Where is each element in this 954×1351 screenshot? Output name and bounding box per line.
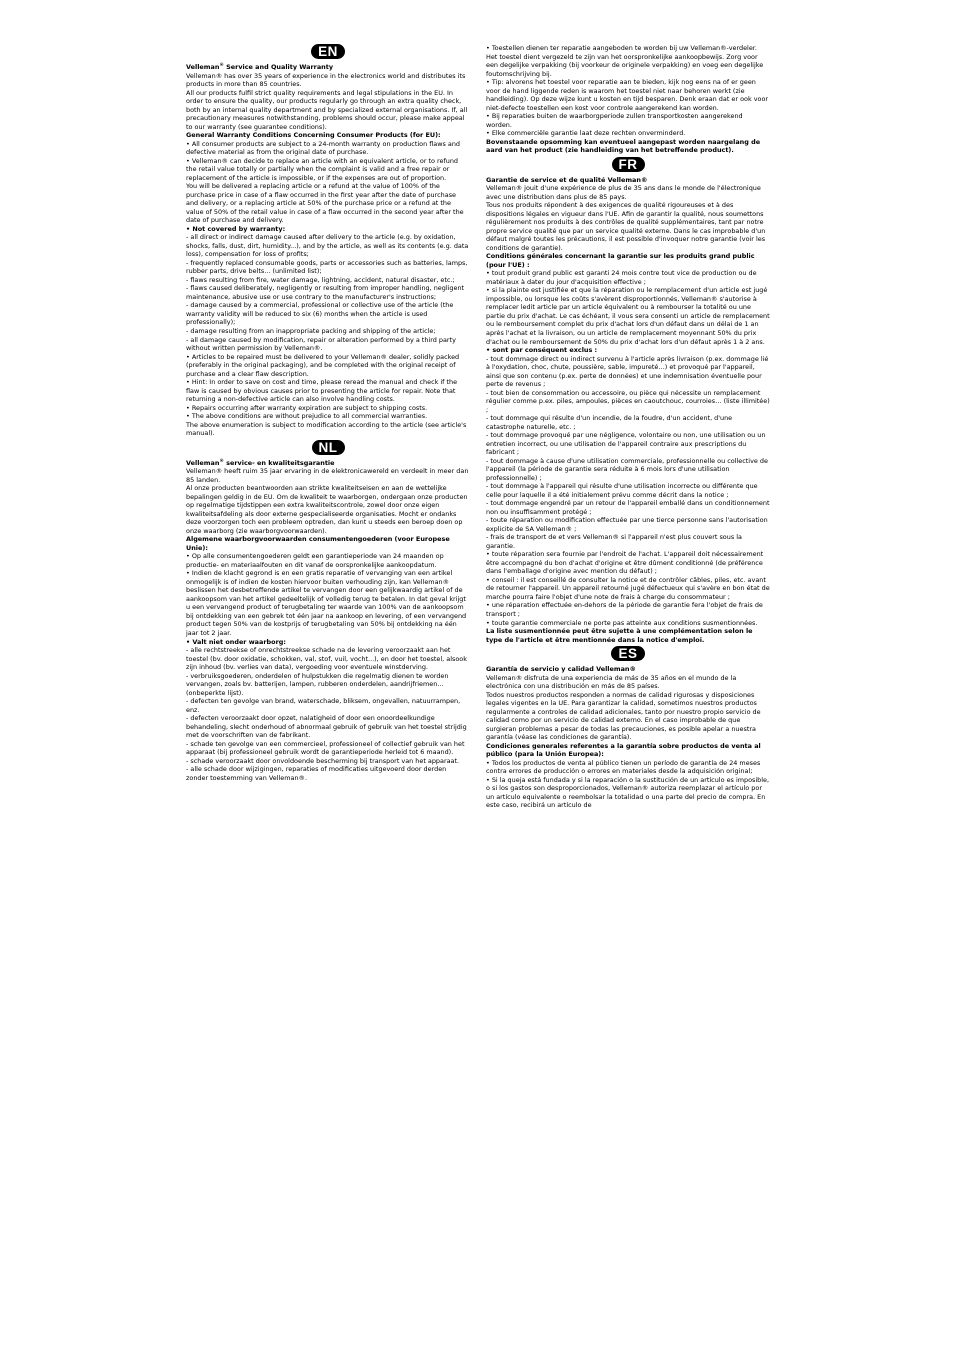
para: All our products fulfil strict quality requirements and legal stipulations in the EU. In order to ensure the quality, our products regularly go through an extra quality check, both by an internal quality department and by specialized external organisations. If, all precautionary measures notwithstanding, problems should occur, please make appeal to our warranty (see guarantee conditions). [186, 88, 468, 131]
para: • toute réparation sera fournie par l'endroit de l'achat. L'appareil doit nécessairement être accompagné du bon d'achat d'origine et être dûment conditionné (de préférence dans l'emballage d'origine avec mention du défaut) ; [486, 550, 764, 576]
title-rest-en: Service and Quality Warranty [223, 63, 334, 71]
para: • Velleman® can decide to replace an article with an equivalent article, or to refund the retail value totally or partially when the complaint is valid and a free repair or replacement of the article is impossible, or if the expenses are out of proportion. [186, 156, 459, 182]
subheading: Condiciones generales referentes a la garantía sobre productos de venta al público (para la Unión Europea): [486, 741, 761, 759]
para: - tout dommage provoqué par une négligence, volontaire ou non, une utilisation ou un entretien incorrect, ou une utilisation de l'appareil contraire aux prescriptions du fabricant ; [486, 431, 766, 457]
para: - all direct or indirect damage caused after delivery to the article (e.g. by oxidation, shocks, falls, dust, dirt, humidity...), and by the article, as well as its contents (e.g. data loss), compensation for loss of profits; [186, 233, 469, 259]
left-column [186, 44, 470, 782]
para: - tout dommage à l'appareil qui résulte d'une utilisation incorrecte ou différente que celle pour laquelle il a été initialement prévu comme décrit dans la notice ; [486, 482, 758, 499]
para: • All consumer products are subject to a 24-month warranty on production flaws and defective material as from the original date of purchase. [186, 139, 460, 157]
closing-note: La liste susmentionnée peut être sujette à une complémentation selon le type de l'article et être mentionnée dans la notice d'emploi. [486, 627, 753, 644]
para: • Op alle consumentengoederen geldt een garantieperiode van 24 maanden op productie- en materiaalfouten en dit vanaf de oorspronkelijke aankoopdatum. [186, 552, 444, 569]
lang-badge-wrap-en [186, 44, 470, 62]
para: Velleman® disfruta de una experiencia de más de 35 años en el mundo de la electrónica con una distribución en más de 85 países. [486, 673, 737, 691]
para: • Elke commerciële garantie laat deze rechten onverminderd. [486, 129, 686, 138]
para: • Bij reparaties buiten de waarborgperiode zullen transportkosten aangerekend worden. [486, 112, 743, 129]
para: - flaws caused deliberately, negligently or resulting from improper handling, negligent maintenance, abusive use or use contrary to the manufacturer's instructions; [186, 284, 465, 301]
para: - frais de transport de et vers Velleman® si l'appareil n'est plus couvert sous la garantie. [486, 533, 742, 550]
para: - damage caused by a commercial, professional or collective use of the article (the warranty validity will be reduced to six (6) months when the article is used professionally); [186, 301, 454, 327]
para: - frequently replaced consumable goods, parts or accessories such as batteries, lamps, rubber parts, drive belts... (unlimited list); [186, 258, 468, 276]
lang-badge-en: EN [311, 44, 345, 59]
closing-note: Bovenstaande opsomming kan eventueel aangepast worden naargelang de aard van het product (zie handleiding van het betreffende product). [486, 137, 761, 155]
para: Tous nos produits répondent à des exigences de qualité rigoureuses et à des dispositions légales en vigueur dans l'UE. Afin de garantir la qualité, nous soumettons régulièrement nos produits à des contrôles de qualité supplémentaires, tant par notre propre service qualité que par un service qualité externe. Dans le cas improbable d'un défaut malgré toutes les précautions, il est possible d'invoquer notre garantie (voir les conditions de garantie). [486, 201, 766, 252]
para: You will be delivered a replacing article or a refund at the value of 100% of the purchase price in case of a flaw occurred in the first year after the date of purchase and delivery, or a replacing article at 50% of the purchase price or a refund at the value of 50% of the retail value in case of a flaw occurred in the second year after the date of purchase and delivery. [186, 182, 464, 225]
para: • conseil : il est conseillé de consulter la notice et de contrôler câbles, piles, etc. avant de retourner l'appareil. Un appareil retourné jugé défectueux qui s'avère en bon état de marche pourra faire l'objet d'une note de frais à charge du consommateur ; [486, 575, 770, 601]
para: • Toestellen dienen ter reparatie aangeboden te worden bij uw Velleman®-verdeler. Het toestel dient vergezeld te zijn van het oorspronkelijke aankoopbewijs. Zorg voor een degelijke verpakking (bij voorkeur de originele verpakking) en voeg een degelijke foutomschrijving bij. [486, 44, 764, 78]
para: - defecten veroorzaakt door opzet, nalatigheid of door een onoordeelkundige behandeling, slecht onderhoud of abnormaal gebruik of gebruik van het toestel strijdig met de voorschriften van de fabrikant. [186, 714, 467, 740]
para: Todos nuestros productos responden a normas de calidad rigurosas y disposiciones legales vigentes en la UE. Para garantizar la calidad, sometimos nuestros productos regularmente a controles de calidad adicionales, tanto por nuestro propio servicio de calidad como por un servicio de calidad externo. En el caso improbable de que surgieran problemas a pesar de todas las precauciones, es posible apelar a nuestra garantía (véase las condiciones de garantía). [486, 690, 761, 742]
para: - damage resulting from an inappropriate packing and shipping of the article; [186, 326, 436, 335]
subheading: • Valt niet onder waarborg: [186, 637, 286, 646]
section-body-nl-continued [486, 44, 770, 155]
section-body-es [486, 674, 770, 810]
title-rest-nl: service- en kwaliteitsgarantie [223, 458, 335, 467]
section-title-fr: Garantie de service et de qualité Velleman® [486, 175, 648, 184]
para: • Indien de klacht gegrond is en een gratis reparatie of vervanging van een artikel onmogelijk is of indien de kosten hiervoor buiten verhouding zijn, kan Velleman® beslissen het desbetreffende artikel te vervangen door een gelijkwaardig artikel of de aankoopsom van het artikel gedeeltelijk of volledig terug te betalen. In dat geval krijgt u een vervangend product of terugbetaling ter waarde van 100% van de aankoopsom bij ontdekking van een gebrek tot één jaar na aankoop en levering, of een vervangend product tegen 50% van de kostprijs of terugbetaling van 50% bij ontdekking na één jaar tot 2 jaar. [186, 569, 467, 637]
subheading: Conditions générales concernant la garantie sur les produits grand public (pour l'UE) : [486, 252, 755, 269]
para: - all damage caused by modification, repair or alteration performed by a third party without written permission by Velleman®. [186, 335, 456, 353]
para: - alle schade door wijzigingen, reparaties of modificaties uitgevoerd door derden zonder toestemming van Velleman®. [186, 765, 447, 782]
para: • Si la queja está fundada y si la reparación o la sustitución de un artículo es imposible, o si los gastos son desproporcionados, Velleman® autoriza reemplazar el artículo por un artículo equivalente o reembolsar la totalidad o una parte del precio de compra. En este caso, recibirá un artículo de [486, 775, 770, 810]
registered-mark: ® [219, 62, 224, 68]
para: - toute réparation ou modification effectuée par une tierce personne sans l'autorisation explicite de SA Velleman® ; [486, 516, 768, 533]
para: - flaws resulting from fire, water damage, lightning, accident, natural disaster, etc.; [186, 275, 455, 284]
para: • une réparation effectuée en-dehors de la période de garantie fera l'objet de frais de transport ; [486, 601, 763, 618]
para: - defecten ten gevolge van brand, waterschade, bliksem, ongevallen, natuurrampen, enz. [186, 697, 461, 714]
para: - tout dommage qui résulte d'un incendie, de la foudre, d'un accident, d'une catastrophe naturelle, etc. ; [486, 414, 733, 431]
para: Al onze producten beantwoorden aan strikte kwaliteitseisen en aan de wettelijke bepalingen geldig in de EU. Om de kwaliteit te waarborgen, ondergaan onze producten op regelmatige tijdstippen een extra kwaliteitscontrole, zowel door onze eigen kwaliteitsafdeling als door externe gespecialiseerde organisaties. Mocht er ondanks deze voorzorgen toch een probleem optreden, dan kunt u steeds een beroep doen op onze waarborg (zie waarborgvoorwaarden). [186, 484, 468, 535]
subheading: • Not covered by warranty: [186, 224, 286, 233]
para: - schade ten gevolge van een commercieel, professioneel of collectief gebruik van het apparaat (bij professioneel gebruik wordt de garantieperiode herleid tot 6 maand). [186, 739, 465, 757]
para: • tout produit grand public est garanti 24 mois contre tout vice de production ou de matériaux à dater du jour d'acquisition effective ; [486, 269, 757, 286]
subheading: General Warranty Conditions Concerning Consumer Products (for EU): [186, 131, 441, 140]
section-body-nl [186, 467, 470, 782]
title-brand-nl: Velleman [186, 458, 220, 467]
section-body-fr [486, 184, 770, 644]
section-body-en [186, 72, 470, 438]
lang-badge-nl: NL [312, 440, 345, 455]
lang-badge-wrap-es [486, 646, 770, 664]
para: • si la plainte est justifiée et que la réparation ou le remplacement d'un article est jugé impossible, ou lorsque les coûts s'avèrent disproportionnés, Velleman® s'autorise à remplacer ledit article par un article équivalent ou à rembourser la totalité ou une partie du prix d'achat. Le cas échéant, il vous sera consenti un article de remplacement ou le remboursement complet du prix d'achat lors d'un défaut dans un délai de 1 an après l'achat et la livraison, ou un article de remplacement moyennant 50% du prix d'achat ou le remboursement de 50% du prix d'achat lors d'un défaut après 1 à 2 ans. [486, 286, 770, 346]
section-title-es: Garantía de servicio y calidad Velleman® [486, 665, 636, 674]
para: • The above conditions are without prejudice to all commercial warranties. [186, 412, 428, 421]
section-title-nl [186, 459, 470, 468]
lang-badge-wrap-fr [486, 157, 770, 175]
para: - tout dommage direct ou indirect survenu à l'article après livraison (p.ex. dommage lié à l'oxydation, choc, chute, poussière, sable, impureté…) et provoqué par l'appareil, ainsi que son contenu (p.ex. perte de données) et une indemnisation éventuelle pour perte de revenus ; [486, 354, 769, 389]
para: • Hint: In order to save on cost and time, please reread the manual and check if the flaw is caused by obvious causes prior to presenting the article for repair. Note that returning a non-defective article can also involve handling costs. [186, 378, 458, 404]
lang-badge-fr: FR [612, 157, 645, 172]
para: • Repairs occurring after warranty expiration are subject to shipping costs. [186, 403, 428, 412]
right-column [486, 44, 770, 810]
lang-badge-wrap-nl [186, 440, 470, 458]
subheading: Algemene waarborgvoorwaarden consumentengoederen (voor Europese Unie): [186, 535, 450, 552]
title-brand-en: Velleman [186, 63, 220, 71]
para: Velleman® has over 35 years of experience in the electronics world and distributes its products in more than 85 countries. [186, 71, 466, 89]
lang-badge-es: ES [611, 646, 644, 661]
registered-mark: ® [219, 458, 224, 464]
para: - schade veroorzaakt door onvoldoende bescherming bij transport van het apparaat. [186, 756, 460, 765]
para: • Tip: alvorens het toestel voor reparatie aan te bieden, kijk nog eens na of er geen voor de hand liggende reden is waarom het toestel niet naar behoren werkt (zie handleiding). Op deze wijze kunt u kosten en tijd besparen. Denk eraan dat er ook voor niet-defecte toestellen een kost voor controle aangerekend kan worden. [486, 78, 769, 112]
para: Velleman® heeft ruim 35 jaar ervaring in de elektronicawereld en verdeelt in meer dan 85 landen. [186, 467, 469, 484]
section-title-en [186, 63, 470, 72]
para: - tout bien de consommation ou accessoire, ou pièce qui nécessite un remplacement régulier comme p.ex. piles, ampoules, pièces en caoutchouc, courroies… (liste illimitée) ; [486, 388, 770, 414]
para: The above enumeration is subject to modification according to the article (see article's manual). [186, 420, 467, 438]
para: • Todos los productos de venta al público tienen un período de garantía de 24 meses contra errores de producción o errores en materiales desde la adquisición original; [486, 758, 761, 776]
para: Velleman® jouit d'une expérience de plus de 35 ans dans le monde de l'électronique avec une distribution dans plus de 85 pays. [486, 184, 761, 201]
para: • toute garantie commerciale ne porte pas atteinte aux conditions susmentionnées. [486, 618, 758, 627]
para: - alle rechtstreekse of onrechtstreekse schade na de levering veroorzaakt aan het toestel (bv. door oxidatie, schokken, val, stof, vuil, vocht...), en door het toestel, alsook zijn inhoud (bv. verlies van data), vergoeding voor eventuele winstderving. [186, 646, 467, 672]
para: - tout dommage engendré par un retour de l'appareil emballé dans un conditionnement non ou insuffisamment protégé ; [486, 499, 770, 516]
subheading: • sont par conséquent exclus : [486, 346, 598, 355]
para: - tout dommage à cause d'une utilisation commerciale, professionnelle ou collective de l'appareil (la période de garantie sera réduite à 6 mois lors d'une utilisation professionnelle) ; [486, 456, 768, 482]
para: • Articles to be repaired must be delivered to your Velleman® dealer, solidly packed (preferably in the original packaging), and be completed with the original receipt of purchase and a clear flaw description. [186, 352, 460, 378]
para: - verbruiksgoederen, onderdelen of hulpstukken die regelmatig dienen te worden vervangen, zoals bv. batterijen, lampen, rubberen onderdelen, aandrijfriemen... (onbeperkte lijst). [186, 671, 449, 697]
